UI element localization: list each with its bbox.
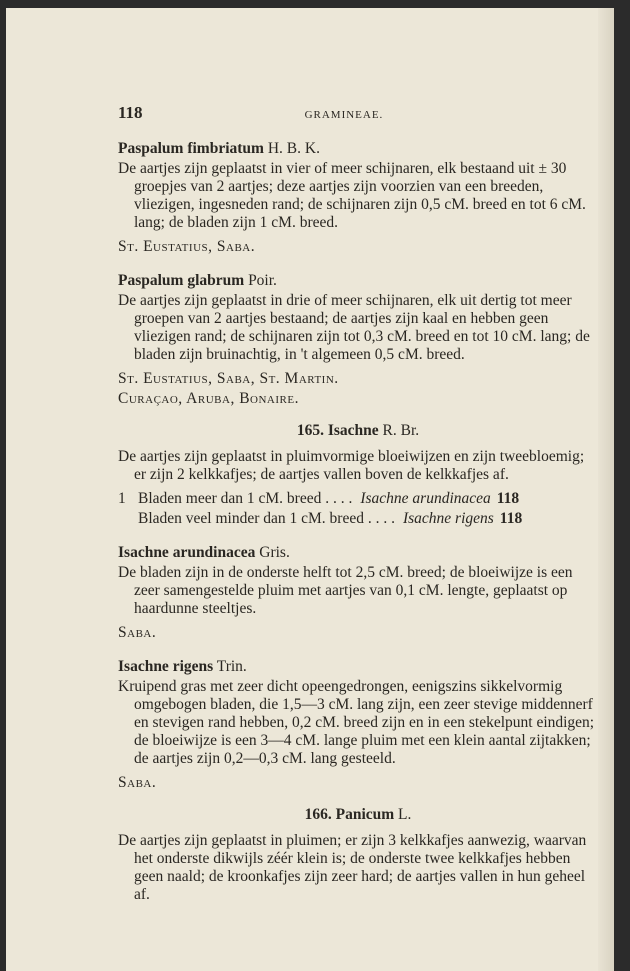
running-header: [118, 103, 588, 123]
genus-number: 165.: [296, 422, 324, 439]
species-entry: [118, 272, 598, 408]
page-body: [118, 134, 598, 904]
species-locality: St. Eustatius, Saba, St. Martin.: [118, 370, 339, 387]
species-name: Isachne arundinacea: [118, 544, 256, 561]
genus-author: R. Br.: [382, 422, 420, 439]
genus-name: Panicum: [335, 806, 395, 823]
genus-number: 166.: [304, 806, 332, 823]
species-author: Poir.: [248, 272, 277, 289]
species-locality: Saba.: [118, 624, 157, 641]
genus-name: Isachne: [327, 422, 379, 439]
key-text: Bladen veel minder dan 1 cM. breed . . . .: [138, 510, 395, 527]
key-row: [118, 490, 598, 508]
species-description: De bladen zijn in de onderste helft tot 2,5 cM. breed; de bloeiwijze is een zeer samengestelde pluim met aartjes van 0,1 cM. lengte, geplaatst op haardunne steeltjes.: [118, 564, 573, 617]
key-result: Isachne rigens: [402, 510, 494, 527]
key-text: Bladen meer dan 1 cM. breed . . . .: [138, 490, 353, 507]
species-entry: [118, 658, 598, 792]
page-edge: [598, 8, 614, 971]
species-author: Gris.: [259, 544, 290, 561]
species-description: De aartjes zijn geplaatst in vier of meer schijnaren, elk bestaand uit ± 30 groepjes van 2 aartjes; deze aartjes zijn voorzien van een breeden, vliezigen, ingesneden rand; de schijnaren zijn 0,5 cM. breed en tot 6 cM. lang; de bladen zijn 1 cM. breed.: [118, 160, 586, 231]
species-locality-2: Curaçao, Aruba, Bonaire.: [118, 390, 299, 407]
genus-heading: [118, 806, 598, 824]
book-page: [6, 8, 614, 971]
species-name: Paspalum glabrum: [118, 272, 245, 289]
species-entry: [118, 544, 598, 642]
genus-description: De aartjes zijn geplaatst in pluimvormige bloeiwijzen en zijn tweebloemig; er zijn 2 kelkkafjes; de aartjes vallen boven de kelkkafjes af.: [118, 448, 585, 483]
genus-heading: [118, 422, 598, 440]
species-name: Paspalum fimbriatum: [118, 140, 264, 157]
genus-author: L.: [398, 806, 412, 823]
species-author: H. B. K.: [267, 140, 320, 157]
key-page: 118: [499, 510, 523, 527]
species-description: Kruipend gras met zeer dicht opeengedrongen, eenigszins sikkelvormig omgebogen bladen, die 1,5—3 cM. lang zijn, een zeer stevige middennerf en stevigen rand hebben, 0,2 cM. breed zijn en in een stekelpunt eindigen; de bloeiwijze is een 3—4 cM. lange pluim met een klein aantal zijtakken; de aartjes zijn 0,2—0,3 cM. lang gesteeld.: [118, 678, 595, 767]
key-page: 118: [496, 490, 520, 507]
key-row: [118, 510, 598, 528]
genus-description: De aartjes zijn geplaatst in pluimen; er zijn 3 kelkkafjes aanwezig, waarvan het onderste dikwijls zéér klein is; de onderste twee kelkkafjes hebben geen naald; de kroonkafjes zijn zeer hard; de aartjes vallen in hun geheel af.: [118, 832, 587, 903]
species-entry: [118, 140, 598, 256]
species-locality: Saba.: [118, 774, 157, 791]
running-title: GRAMINEAE.: [304, 109, 384, 121]
key-number: [118, 510, 138, 528]
species-description: De aartjes zijn geplaatst in drie of meer schijnaren, elk uit dertig tot meer groepen van 2 aartjes bestaand; de aartjes zijn kaal en hebben geen vliezigen rand; de schijnaren zijn tot 0,3 cM. breed en tot 10 cM. lang; de bladen zijn bruinachtig, in 't algemeen 0,5 cM. breed.: [118, 292, 590, 363]
species-name: Isachne rigens: [118, 658, 214, 675]
species-author: Trin.: [216, 658, 247, 675]
page-number: 118: [118, 103, 143, 122]
key-number: 1: [118, 490, 126, 507]
species-locality: St. Eustatius, Saba.: [118, 238, 256, 255]
key-result: Isachne arundinacea: [360, 490, 491, 507]
